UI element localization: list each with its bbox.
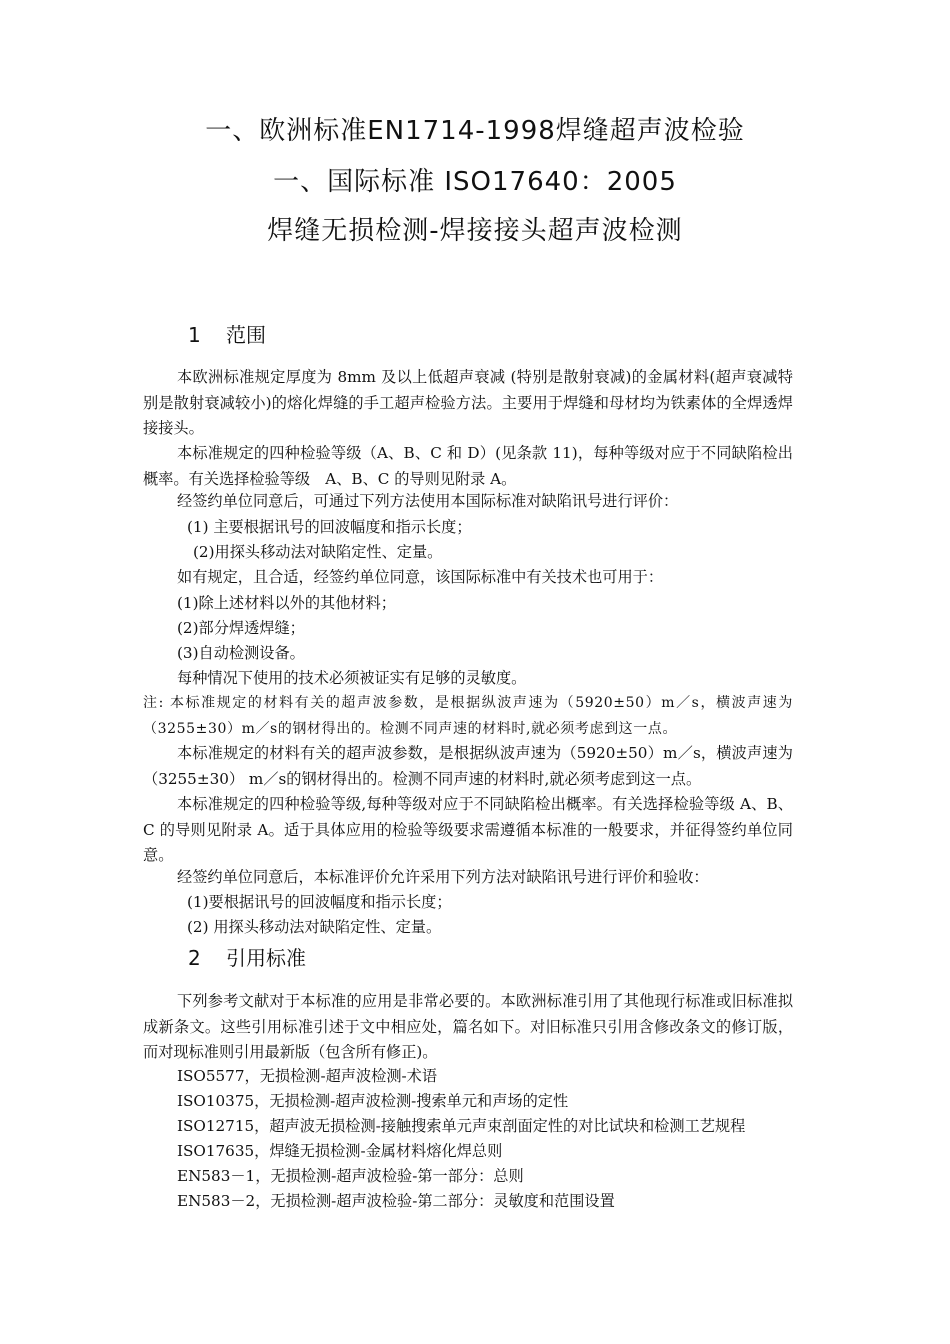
document-title-3: 焊缝无损检测-焊接接头超声波检测 [267,216,683,246]
list-item: (2)部分焊透焊缝； [177,619,305,637]
list-item: (1)要根据讯号的回波幅度和指示长度； [187,893,452,911]
reference-item: ISO17635，焊缝无损检测-金属材料熔化焊总则 [177,1142,503,1160]
paragraph: 本标准规定的四种检验等级,每种等级对应于不同缺陷检出概率。有关选择检验等级 A、B、C 的导则见附录 A。适于具体应用的检验等级要求需遵循本标准的一般要求，并征得签约单位同意。 [143,795,793,864]
paragraph: 经签约单位同意后，本标准评价允许采用下列方法对缺陷讯号进行评价和验收： [177,868,709,886]
section-title: 范围 [226,323,266,347]
section-title: 引用标准 [226,946,306,970]
reference-item: ISO10375，无损检测-超声波检测-搜索单元和声场的定性 [177,1092,569,1110]
paragraph: 经签约单位同意后，可通过下列方法使用本国际标准对缺陷讯号进行评价： [177,492,679,510]
section-heading-scope [188,321,266,349]
document-title-2: 一、国际标准 ISO17640：2005 [273,167,677,197]
list-item: (3)自动检测设备。 [177,644,305,662]
list-item: (2)用探头移动法对缺陷定性、定量。 [193,543,443,561]
reference-item: EN583－2，无损检测-超声波检验-第二部分：灵敏度和范围设置 [177,1192,615,1210]
reference-item: EN583－1，无损检测-超声波检验-第一部分：总则 [177,1167,524,1185]
paragraph: 本标准规定的材料有关的超声波参数，是根据纵波声速为（5920±50）m／s，横波声速为（3255±30） m／s的钢材得出的。检测不同声速的材料时,就必须考虑到这一点。 [143,744,793,788]
list-item: (1) 主要根据讯号的回波幅度和指示长度； [187,518,472,536]
document-title-1: 一、欧洲标准EN1714-1998焊缝超声波检验 [205,116,745,146]
paragraph: 本欧洲标准规定厚度为 8mm 及以上低超声衰减 (特别是散射衰减)的金属材料(超声衰减特别是散射衰减较小)的熔化焊缝的手工超声检验方法。主要用于焊缝和母材均为铁素体的全焊透焊接接头。 [143,368,793,437]
section-heading-references [188,944,306,972]
paragraph: 每种情况下使用的技术必须被证实有足够的灵敏度。 [177,669,527,687]
note: 注: 本标准规定的材料有关的超声波参数，是根据纵波声速为（5920±50）m／s，横波声速为（3255±30）m／s的钢材得出的。检测不同声速的材料时,就必须考虑到这一点。 [143,695,793,737]
reference-item: ISO12715，超声波无损检测-接触搜索单元声束剖面定性的对比试块和检测工艺规程 [177,1117,746,1135]
list-item: (2) 用探头移动法对缺陷定性、定量。 [187,918,442,936]
reference-item: ISO5577，无损检测-超声波检测-术语 [177,1067,438,1085]
section-number: 2 [188,946,201,970]
section-number: 1 [188,323,201,347]
paragraph: 如有规定，且合适，经签约单位同意，该国际标准中有关技术也可用于： [177,568,663,586]
paragraph: 下列参考文献对于本标准的应用是非常必要的。本欧洲标准引用了其他现行标准或旧标准拟成新条文。这些引用标准引述于文中相应处，篇名如下。对旧标准只引用含修改条文的修订版，而对现标准则引用最新版（包含所有修正)。 [143,992,793,1061]
paragraph: 本标准规定的四种检验等级（A、B、C 和 D）(见条款 11)，每种等级对应于不同缺陷检出概率。有关选择检验等级 A、B、C 的导则见附录 A。 [143,444,793,488]
list-item: (1)除上述材料以外的其他材料； [177,594,396,612]
